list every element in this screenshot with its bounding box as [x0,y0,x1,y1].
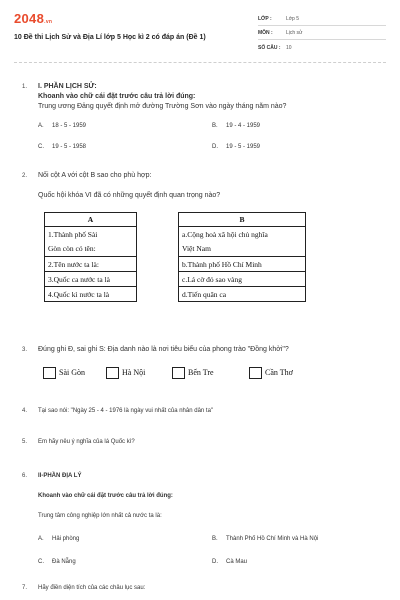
meta-value: Lớp 5 [286,16,300,22]
matching-column-b [178,212,306,302]
checkbox-box[interactable] [43,367,56,379]
answer-option-c[interactable]: C. 19 - 5 - 1958 [38,144,87,150]
column-a-item: 1.Thành phố Sài [45,227,137,242]
answer-option-b[interactable]: B. Thành Phố Hồ Chí Minh và Hà Nội [212,536,319,542]
question-number: 4. [22,408,28,414]
site-logo[interactable] [14,11,52,26]
question-number: 1. [22,84,28,90]
answer-option-c[interactable]: C. Đà Nẵng [38,559,76,565]
column-b-item: c.Lá cờ đỏ sao vàng [179,272,306,287]
checkbox-box[interactable] [249,367,262,379]
question-text: Em hãy nêu ý nghĩa của lá Quốc kì? [38,439,135,445]
column-b-header: B [179,213,306,227]
question-number: 7. [22,585,28,591]
section-heading-geography: II-PHẦN ĐỊA LÝ [38,473,82,479]
column-a-item: 3.Quốc ca nước ta là [45,272,137,287]
meta-underline [258,39,386,40]
header-divider [14,62,386,63]
column-b-item: b.Thành phố Hồ Chí Minh [179,257,306,272]
column-b-item: Việt Nam [179,242,306,257]
question-text: Trung ương Đảng quyết định mở đường Trường Sơn vào ngày tháng năm nào? [38,103,287,110]
answer-option-a[interactable]: A. 18 - 5 - 1959 [38,123,87,129]
checkbox-box[interactable] [172,367,185,379]
question-text: Đúng ghi Đ, sai ghi S: Địa danh nào là nơi tiêu biểu của phong trào "Đồng khởi"? [38,346,289,353]
column-a-item: 2.Tên nước ta là: [45,257,137,272]
meta-value: Lịch sử [286,30,303,36]
checkbox-choice-2[interactable]: Hà Nội [106,367,145,379]
checkbox-choice-3[interactable]: Bến Tre [172,367,214,379]
answer-option-b[interactable]: B. 19 - 4 - 1959 [212,123,261,129]
question-text: Tại sao nói: "Ngày 25 - 4 - 1976 là ngày vui nhất của nhân dân ta" [38,408,214,414]
column-b-item: d.Tiến quân ca [179,287,306,302]
matching-column-a [44,212,137,302]
logo-suffix-text: .vn [44,19,53,25]
column-a-item: 4.Quốc kì nước ta là [45,287,137,302]
column-a-header: A [45,213,137,227]
answer-option-a[interactable]: A. Hải phòng [38,536,80,542]
meta-underline [258,25,386,26]
question-number: 3. [22,347,28,353]
question-number: 2. [22,173,28,179]
answer-option-d[interactable]: D. 19 - 5 - 1959 [212,144,261,150]
checkbox-box[interactable] [106,367,119,379]
checkbox-choice-4[interactable]: Cần Thơ [249,367,293,379]
question-number: 5. [22,439,28,445]
meta-label: LỚP : [258,16,272,22]
answer-option-d[interactable]: D. Cà Mau [212,559,248,565]
question-number: 6. [22,473,28,479]
question-subtext: Quốc hội khóa VI đã có những quyết định quan trọng nào? [38,192,221,199]
document-title: 10 Đề thi Lịch Sử và Địa Lí lớp 5 Học kì 2 có đáp án (Đề 1) [14,34,206,41]
column-a-item: Gòn còn có tên: [45,242,137,257]
column-b-item: a.Cộng hoà xã hội chủ nghĩa [179,227,306,242]
meta-label: SỐ CÂU : [258,45,281,51]
meta-label: MÔN : [258,30,273,36]
logo-main-text: 2048 [14,11,45,26]
question-instruction: Khoanh vào chữ cái đặt trước câu trả lời đúng: [38,93,196,100]
question-text: Trung tâm công nghiệp lớn nhất cả nước ta là: [38,513,162,519]
question-text: Hãy điền diện tích của các châu lục sau: [38,585,146,591]
question-text: Nối cột A với cột B sao cho phù hợp: [38,172,152,179]
checkbox-choice-1[interactable]: Sài Gòn [43,367,85,379]
meta-value: 10 [286,45,292,51]
section-heading-history: I. PHẦN LỊCH SỬ: [38,83,97,90]
question-instruction: Khoanh vào chữ cái đặt trước câu trả lời đúng: [38,493,173,499]
